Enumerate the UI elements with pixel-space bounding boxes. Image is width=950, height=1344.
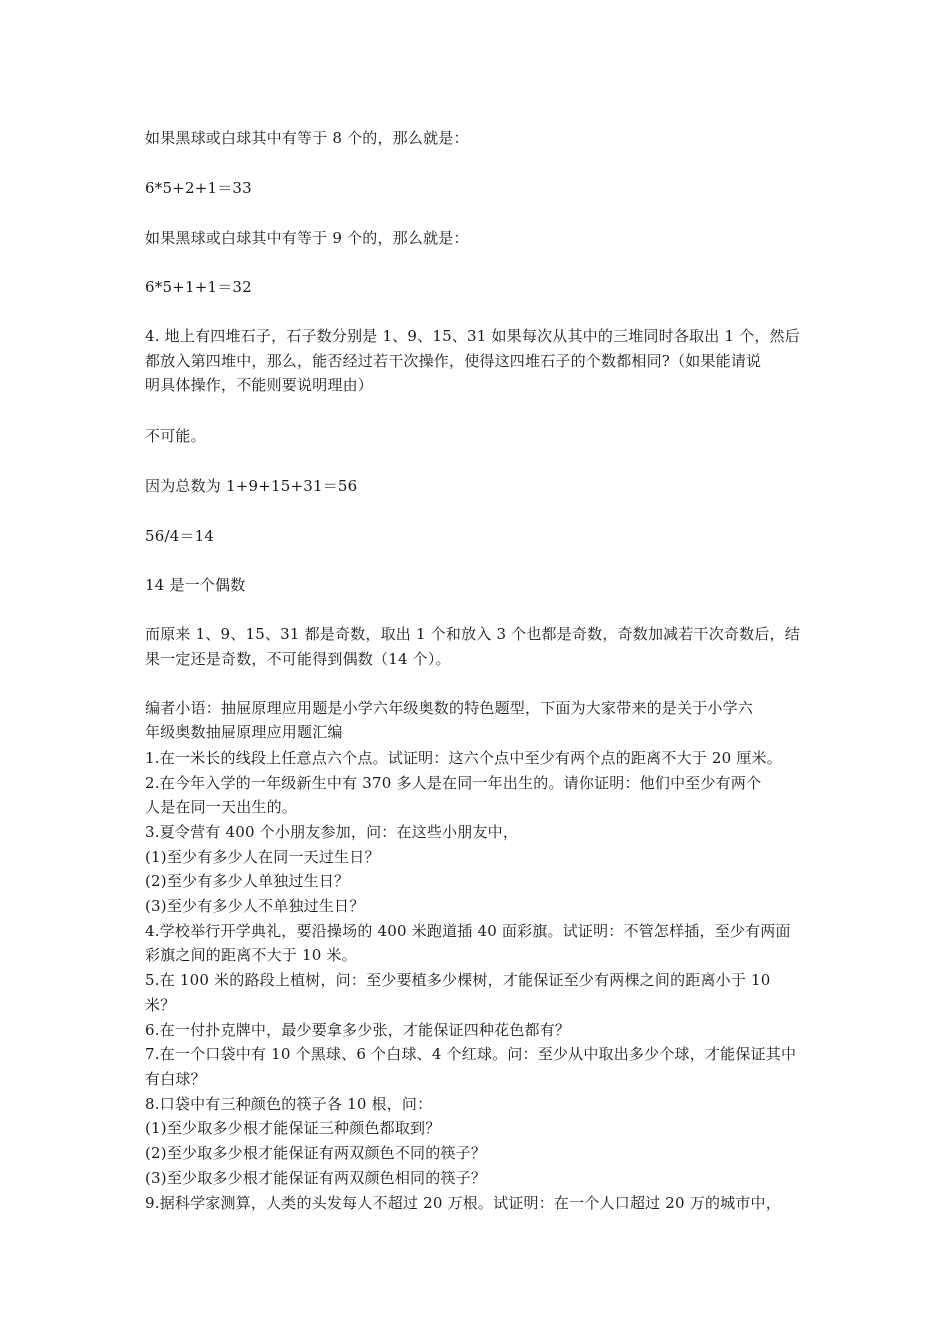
text-line: 米？ <box>145 996 176 1014</box>
text-line: 都放入第四堆中，那么，能否经过若干次操作，使得这四堆石子的个数都相同?（如果能请说 <box>145 352 762 370</box>
text-line: (1)至少有多少人在同一天过生日？ <box>145 848 380 866</box>
text-line: 56/4＝14 <box>145 527 215 545</box>
text-line: 7.在一个口袋中有 10 个黑球、6 个白球、4 个红球。问：至少从中取出多少个球，才能保证其中 <box>145 1045 797 1063</box>
text-line: 14 是一个偶数 <box>145 576 246 594</box>
text-line: 因为总数为 1+9+15+31＝56 <box>145 477 358 495</box>
text-line: 3.夏令营有 400 个小朋友参加，问：在这些小朋友中， <box>145 823 519 841</box>
text-line: 不可能。 <box>145 427 206 445</box>
text-line: (3)至少取多少根才能保证有两双颜色相同的筷子？ <box>145 1169 487 1187</box>
text-line: 人是在同一天出生的。 <box>145 798 298 816</box>
text-line: 如果黑球或白球其中有等于 9 个的，那么就是： <box>145 229 469 247</box>
text-line: (3)至少有多少人不单独过生日？ <box>145 897 365 915</box>
text-line: 年级奥数抽屉原理应用题汇编 <box>145 723 343 741</box>
text-line: (2)至少取多少根才能保证有两双颜色不同的筷子？ <box>145 1144 487 1162</box>
text-line: 5.在 100 米的路段上植树，问：至少要植多少棵树，才能保证至少有两棵之间的距离小于 10 <box>145 971 771 989</box>
text-line: 8.口袋中有三种颜色的筷子各 10 根，问： <box>145 1095 433 1113</box>
text-line: (2)至少有多少人单独过生日？ <box>145 872 350 890</box>
text-line: 彩旗之间的距离不大于 10 米。 <box>145 946 357 964</box>
text-line: (1)至少取多少根才能保证三种颜色都取到？ <box>145 1119 441 1137</box>
text-line: 如果黑球或白球其中有等于 8 个的，那么就是： <box>145 129 469 147</box>
text-line: 1.在一米长的线段上任意点六个点。试证明：这六个点中至少有两个点的距离不大于 20 厘米。 <box>145 749 782 767</box>
text-line: 果一定还是奇数，不可能得到偶数（14 个）。 <box>145 650 451 668</box>
text-line: 4. 地上有四堆石子，石子数分别是 1、9、15、31 如果每次从其中的三堆同时各取出 1 个，然后 <box>145 327 800 345</box>
text-line: 6.在一付扑克牌中，最少要拿多少张，才能保证四种花色都有？ <box>145 1021 571 1039</box>
text-line: 9.据科学家测算，人类的头发每人不超过 20 万根。试证明：在一个人口超过 20 万的城市中， <box>145 1194 781 1212</box>
text-line: 有白球？ <box>145 1070 206 1088</box>
text-line: 而原来 1、9、15、31 都是奇数，取出 1 个和放入 3 个也都是奇数，奇数加减若干次奇数后，结 <box>145 625 800 643</box>
text-line: 2.在今年入学的一年级新生中有 370 多人是在同一年出生的。请你证明：他们中至少有两个 <box>145 774 762 792</box>
text-line: 4.学校举行开学典礼，要沿操场的 400 米跑道插 40 面彩旗。试证明：不管怎样插，至少有两面 <box>145 922 791 940</box>
text-line: 6*5+1+1＝32 <box>145 278 252 296</box>
text-line: 编者小语：抽屉原理应用题是小学六年级奥数的特色题型，下面为大家带来的是关于小学六 <box>145 699 754 717</box>
text-line: 6*5+2+1＝33 <box>145 179 252 197</box>
text-line: 明具体操作，不能则要说明理由） <box>145 376 374 394</box>
